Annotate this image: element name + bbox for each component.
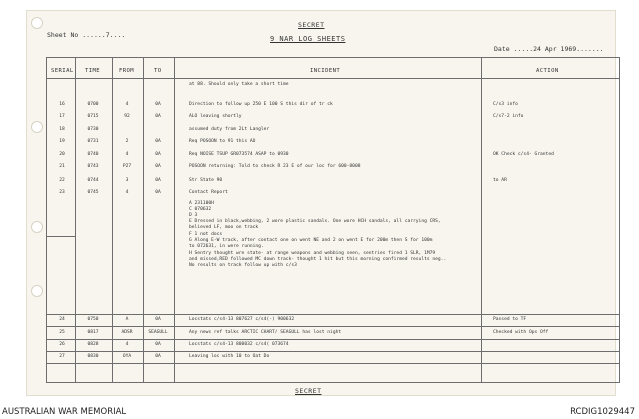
row-incident: A 231100H xyxy=(189,201,214,206)
row-time: 0743 xyxy=(87,164,99,169)
row-to: 0A xyxy=(155,178,161,183)
row-incident: Locstats c/s4-13 807627 c/s4(-) 900632 xyxy=(189,317,295,322)
row-to: SEAGULL xyxy=(148,330,168,335)
log-sheet-page xyxy=(26,10,616,396)
row-incident: H Sentry thought wre state- at range weapons and webbing seen, sentries fired 1 SLR, 1M79 xyxy=(189,251,436,256)
row-incident: assumed duty from 2Lt Langler xyxy=(189,127,270,132)
row-incident: Direction to follow up 250 E 100 S this dir of tr ck xyxy=(189,102,333,107)
row-serial: 20 xyxy=(59,152,65,157)
row-incident: at 88. Should only take a short time xyxy=(189,82,289,87)
row-incident: No results on track follow up with c/s3 xyxy=(189,263,297,268)
row-incident: Str State 90 xyxy=(189,178,223,183)
column-header-time: TIME xyxy=(85,68,101,74)
date-value: .....24 Apr 1969....... xyxy=(513,45,604,53)
row-incident: ALO leaving shortly xyxy=(189,114,242,119)
row-time: 0700 xyxy=(87,102,99,107)
row-serial: 16 xyxy=(59,102,65,107)
row-from: OYA xyxy=(122,354,132,359)
log-title: 9 NAR LOG SHEETS xyxy=(270,35,346,43)
punch-hole xyxy=(31,121,43,133)
row-action: Checked with Ops Off xyxy=(493,330,549,335)
sheet-label: Sheet No xyxy=(47,31,79,39)
row-from: A xyxy=(125,317,129,322)
row-time: 0817 xyxy=(87,330,99,335)
column-header-serial: SERIAL xyxy=(51,68,74,74)
row-time: 0750 xyxy=(87,317,99,322)
row-to: 0A xyxy=(155,139,161,144)
row-action: to AR xyxy=(493,178,507,183)
archive-reference: RCDIG1029447 xyxy=(570,407,635,417)
row-time: 0715 xyxy=(87,114,99,119)
archive-name: AUSTRALIAN WAR MEMORIAL xyxy=(2,407,127,417)
row-incident: Req POSOON to 91 this AO xyxy=(189,139,256,144)
column-header-incident: INCIDENT xyxy=(310,68,341,74)
row-time: 0745 xyxy=(87,190,99,195)
row-incident: Any news ref talks ARCTIC CHART/ SEAGULL has lost night xyxy=(189,330,342,335)
row-time: 0828 xyxy=(87,342,99,347)
row-serial: 22 xyxy=(59,178,65,183)
row-incident: C 070632 xyxy=(189,207,212,212)
sheet-date xyxy=(494,45,604,53)
row-time: 0830 xyxy=(87,354,99,359)
row-incident: D 3 xyxy=(189,213,198,218)
column-header-from: FROM xyxy=(119,68,135,74)
row-incident: Locstats c/s4-13 800032 c/s4( 073674 xyxy=(189,342,289,347)
row-to: 0A xyxy=(155,354,161,359)
row-to: 0A xyxy=(155,114,161,119)
row-incident: to 072631, in were running. xyxy=(189,244,264,249)
classification-bottom: SECRET xyxy=(295,387,322,395)
row-incident: Contact Report xyxy=(189,190,228,195)
row-incident: F 1 not docs xyxy=(189,232,223,237)
row-time: 0744 xyxy=(87,178,99,183)
row-serial: 26 xyxy=(59,342,65,347)
row-incident: G Along E-W track, after contact one on went NE and 2 on went E for 200m then S for 100m xyxy=(189,238,433,243)
row-from: 3 xyxy=(125,178,129,183)
row-serial: 19 xyxy=(59,139,65,144)
row-to: 0A xyxy=(155,342,161,347)
punch-hole xyxy=(31,17,43,29)
row-time: 0731 xyxy=(87,139,99,144)
row-incident: POSOON returning: Told to check R 23 E of our loc for 600-8008 xyxy=(189,164,361,169)
row-incident: and missed,RED followed MC down track- thought 1 hit but this morning confirmed results neg.. xyxy=(189,257,447,262)
row-serial: 24 xyxy=(59,317,65,322)
row-to: 0A xyxy=(155,190,161,195)
row-from: 92 xyxy=(124,114,130,119)
row-to: 0A xyxy=(155,152,161,157)
row-serial: 25 xyxy=(59,330,65,335)
classification-top: SECRET xyxy=(298,21,325,29)
row-from: 4 xyxy=(125,190,129,195)
column-header-action: ACTION xyxy=(536,68,559,74)
row-action: C/s3 info xyxy=(493,102,518,107)
archive-footer xyxy=(0,405,639,419)
row-incident: E Dressed in black,webbing, 2 wore plastic sandals. One wore HCH sandals, all carrying CRS, xyxy=(189,219,441,224)
row-time: 0740 xyxy=(87,152,99,157)
row-incident: Leaving loc with 10 to Oat Do xyxy=(189,354,270,359)
row-serial: 23 xyxy=(59,190,65,195)
row-incident: Req NOISE TSUP GR073574 ASAP to 0930 xyxy=(189,152,289,157)
row-to: 0A xyxy=(155,164,161,169)
row-serial: 27 xyxy=(59,354,65,359)
row-serial: 18 xyxy=(59,127,65,132)
punch-hole xyxy=(31,285,43,297)
column-header-to: TO xyxy=(154,68,162,74)
row-from: 4 xyxy=(125,102,129,107)
sheet-number xyxy=(47,31,125,39)
row-action: C/s7-2 info xyxy=(493,114,524,119)
row-incident: believed LF, moo on track xyxy=(189,225,259,230)
sheet-value: ......7.... xyxy=(82,31,126,39)
row-to: 0A xyxy=(155,317,161,322)
row-from: ADSR xyxy=(121,330,133,335)
row-serial: 17 xyxy=(59,114,65,119)
row-serial: 21 xyxy=(59,164,65,169)
row-from: 4 xyxy=(125,152,129,157)
date-label: Date xyxy=(494,45,510,53)
log-table xyxy=(46,57,620,383)
row-to: 0A xyxy=(155,102,161,107)
row-from: 4 xyxy=(125,342,129,347)
row-from: P27 xyxy=(122,164,132,169)
row-action: OK Check c/s4- Granted xyxy=(493,152,554,157)
punch-hole xyxy=(31,221,43,233)
row-time: 0730 xyxy=(87,127,99,132)
row-action: Passed to TF xyxy=(493,317,527,322)
row-from: 2 xyxy=(125,139,129,144)
